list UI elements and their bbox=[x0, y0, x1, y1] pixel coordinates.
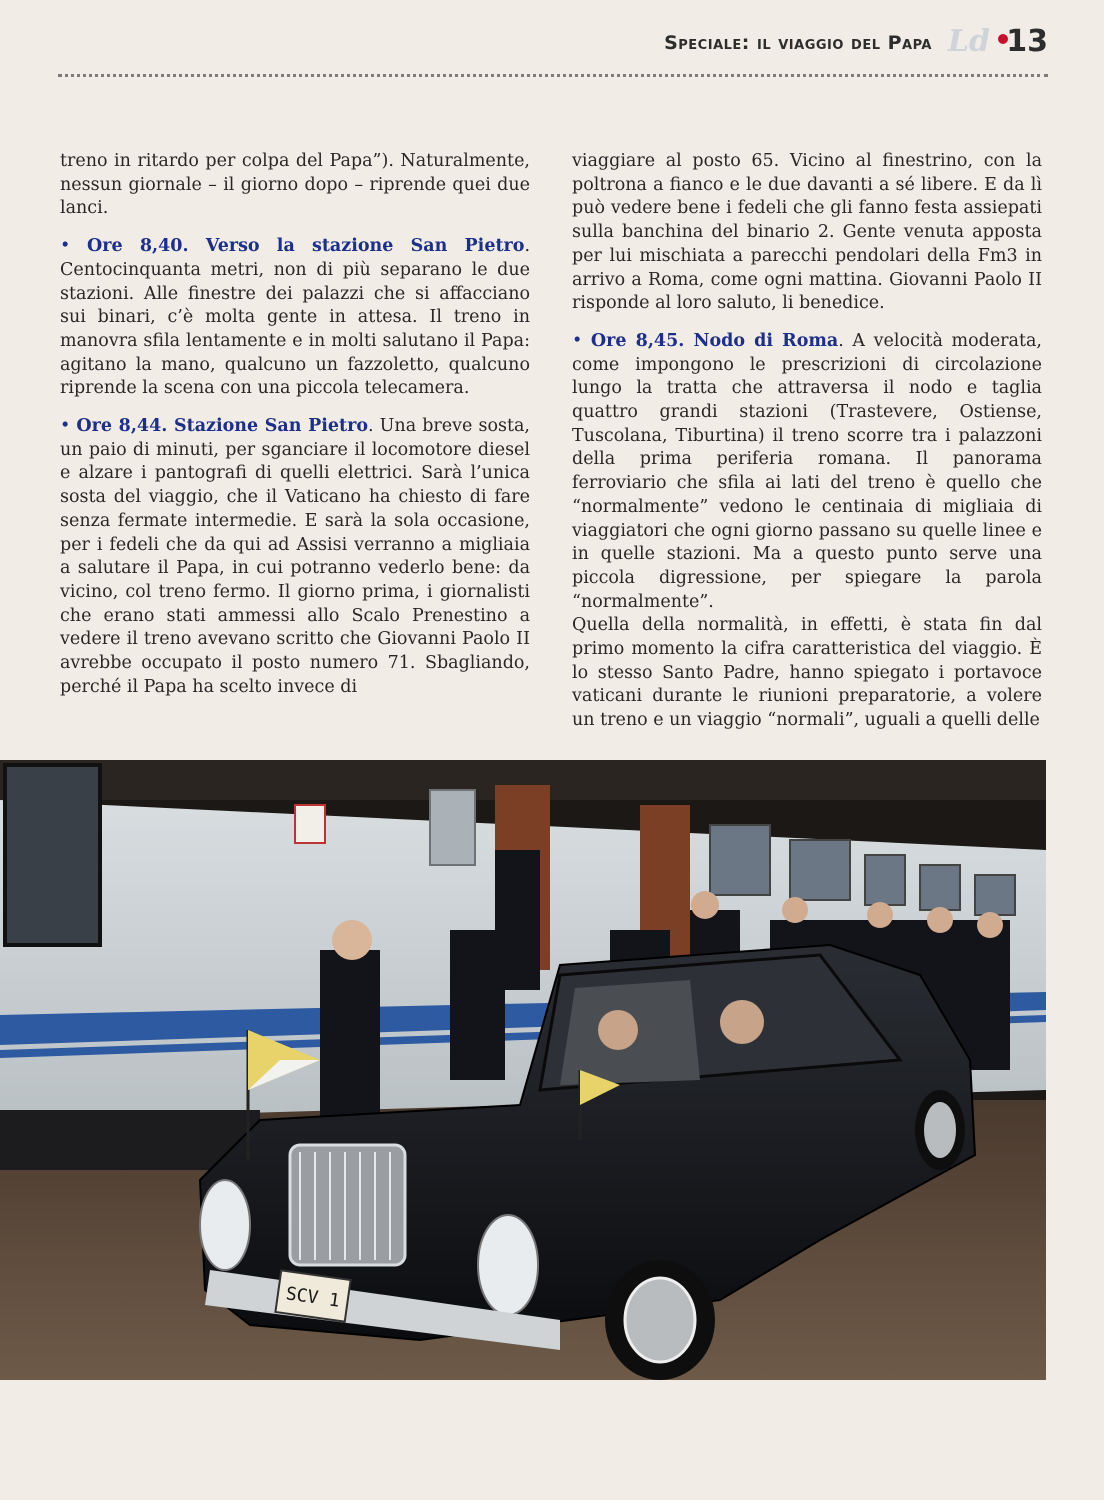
paragraph: treno in ritardo per colpa del Papa”). Naturalmente, nessun giornale – il giorno dopo – riprende quei due lanci. bbox=[60, 151, 530, 219]
section-ore-844 bbox=[60, 415, 530, 699]
paragraph: Quella della normalità, in effetti, è stata fin dal primo momento la cifra caratteristica del viaggio. È lo stesso Santo Padre, hanno spiegato i portavoce vaticani durante le riunioni preparatorie, a volere un treno e un viaggio “normali”, uguali a quelli delle bbox=[572, 615, 1042, 731]
headlight-left bbox=[200, 1180, 250, 1270]
section-title: Speciale: il viaggio del Papa bbox=[664, 32, 932, 54]
rear-wheel bbox=[924, 1102, 956, 1158]
train-window bbox=[5, 765, 100, 945]
page-number: 13 bbox=[1006, 24, 1048, 59]
section-heading: Ore 8,40. Verso la stazione San Pietro bbox=[87, 236, 525, 257]
section-text: . A velocità moderata, come impongono le prescrizioni di circolazione lungo la tratta che attraversa il nodo e taglia quattro grandi stazioni (Trastevere, Ostiense, Tuscolana, Tiburtina) il treno scorre tra i palazzoni della prima periferia romana. Il panorama ferroviario che sfila ai lati del treno è quello che “normalmente” vedono le centinaia di migliaia di viaggiatori che ogni giorno passano su quelle linee e in quelle stazioni. Ma a questo punto serve una piccola digressione, per spiegare la parola “normalmente”. bbox=[572, 330, 1042, 612]
section-heading: Ore 8,45. Nodo di Roma bbox=[590, 330, 839, 351]
paragraph: viaggiare al posto 65. Vicino al finestrino, con la poltrona a fianco e le due davanti a sé libere. E da lì può vedere bene i fedeli che gli fanno festa assiepati sulla banchina del binario 2. Gente venuta apposta per lui mischiata a parecchi pendolari della Fm3 in arrivo a Roma, come ogni mattina. Giovanni Paolo II risponde al loro saluto, li benedice. bbox=[572, 151, 1042, 314]
headlight-right bbox=[478, 1215, 538, 1315]
header-divider bbox=[58, 74, 1048, 77]
magazine-logo: Ld bbox=[947, 24, 990, 59]
photo-illustration bbox=[0, 760, 1046, 1380]
section-ore-845 bbox=[572, 330, 1042, 614]
section-text: . Una breve sosta, un paio di minuti, per sganciare il locomotore diesel e alzare i pantografi di quelli elettrici. Sarà l’unica sosta del viaggio, che il Vaticano ha chiesto di fare senza fermate intermedie. E sarà la sola occasione, per i fedeli che da qui ad Assisi verranno a migliaia a salutare il Papa, in cui potranno vederlo bene: da vicino, col treno fermo. Il giorno prima, i giornalisti che erano stati ammessi allo Scalo Prenestino a vedere il treno avevano scritto che Giovanni Paolo II avrebbe occupato il posto numero 71. Sbagliando, perché il Papa ha scelto invece di bbox=[60, 416, 530, 697]
left-column bbox=[60, 150, 530, 699]
section-ore-840 bbox=[60, 235, 530, 401]
front-wheel bbox=[625, 1278, 695, 1362]
bullet-icon: • bbox=[572, 330, 591, 351]
section-text: . Centocinquanta metri, non di più separano le due stazioni. Alle finestre dei palazzi che si affacciano sui binari, c’è molta gente in attesa. Il treno in manovra sfila lentamente e in molti salutano il Papa: agitano la mano, qualcuno un fazzoletto, qualcuno riprende la scena con una piccola telecamera. bbox=[60, 236, 531, 399]
right-column bbox=[572, 150, 1042, 733]
car-grille bbox=[290, 1145, 405, 1265]
page-header bbox=[58, 22, 1048, 70]
photo-popemobile-train bbox=[0, 760, 1046, 1380]
bullet-icon: • bbox=[60, 236, 88, 257]
section-heading: Ore 8,44. Stazione San Pietro bbox=[76, 416, 369, 437]
bullet-icon: • bbox=[60, 416, 77, 437]
license-plate-text: SCV 1 bbox=[284, 1283, 342, 1312]
